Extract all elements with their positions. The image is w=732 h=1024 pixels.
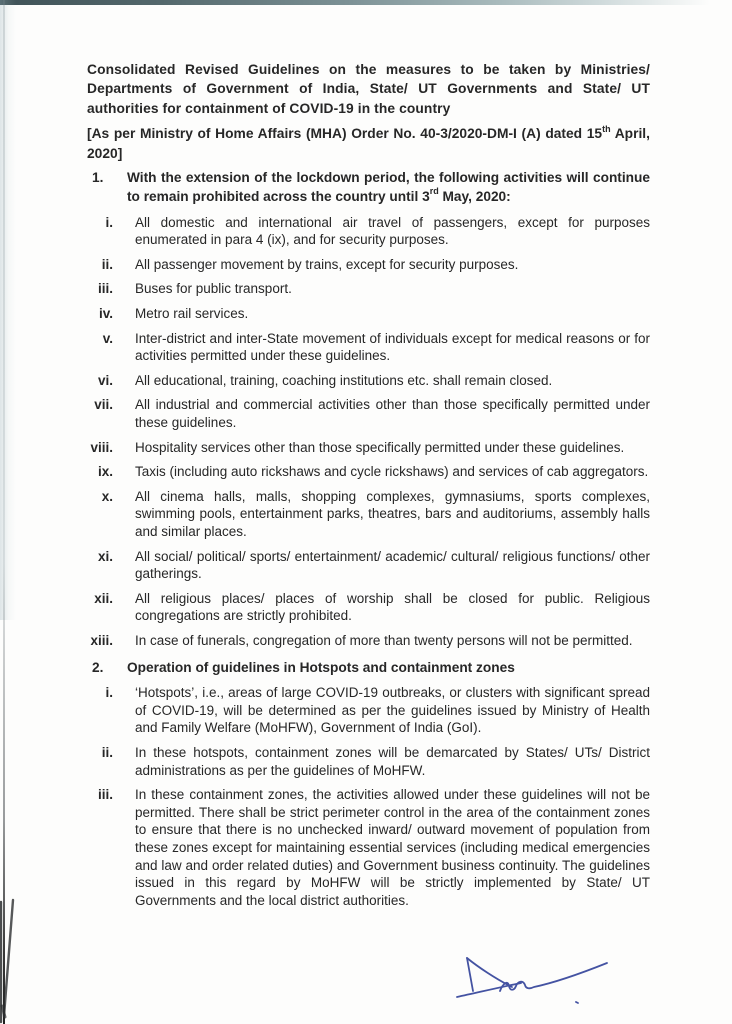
list-item-number: vii. — [94, 397, 113, 413]
section-2 — [70, 659, 650, 910]
order-reference-superscript: th — [602, 123, 611, 134]
list-item-text: All religious places/ places of worship shall be closed for public. Religious congregations are strictly prohibited. — [135, 590, 650, 624]
list-item-text: Metro rail services. — [135, 306, 249, 321]
list-item-number: iii. — [97, 281, 113, 297]
list-item-number: ii. — [101, 745, 113, 761]
section-number: 1. — [92, 170, 104, 186]
list-item — [70, 280, 650, 298]
list-item — [70, 330, 650, 365]
section-2-heading — [70, 659, 650, 678]
list-item-number: xi. — [97, 548, 113, 564]
list-item-number: i. — [105, 685, 113, 701]
heading-superscript: rd — [429, 186, 439, 197]
list-item — [70, 488, 650, 541]
list-item-number: v. — [102, 330, 113, 346]
section-heading-text — [127, 169, 650, 207]
list-item-text: In case of funerals, congregation of more than twenty persons will not be permitted. — [135, 632, 633, 648]
section-number: 2. — [92, 659, 104, 675]
list-item-number: ii. — [101, 256, 113, 272]
section-1-heading — [70, 169, 650, 207]
list-item — [70, 548, 650, 583]
list-item-text: In these hotspots, containment zones will be demarcated by States/ UTs/ District administrations as per the guidelines of MoHFW. — [135, 745, 650, 778]
list-item — [70, 786, 650, 909]
list-item — [70, 684, 650, 737]
heading-text-end: May, 2020: — [438, 188, 511, 204]
section-heading-text: Operation of guidelines in Hotspots and containment zones — [127, 659, 515, 675]
list-item-text: All domestic and international air travel of passengers, except for purposes enumerated in para 4 (ix), and for security purposes. — [135, 214, 650, 248]
list-item-text: All educational, training, coaching institutions etc. shall remain closed. — [135, 372, 553, 388]
list-item-text: All industrial and commercial activities other than those specifically permitted under these guidelines. — [135, 397, 650, 430]
order-reference-text-end: April, 2020] — [87, 126, 650, 161]
list-item-text: Hospitality services other than those specifically permitted under these guidelines. — [135, 439, 625, 455]
list-item-number: viii. — [90, 439, 113, 455]
list-item — [70, 632, 650, 650]
list-item-text: In these containment zones, the activities allowed under these guidelines will not be permitted. There shall be strict perimeter control in the area of the containment zones to ensure that there is no unchecked inward/ outward movement of population from these zones except for maintaining essential services (including medical emergencies and law and order related duties) and Government business continuity. The guidelines issued in this regard by MoHFW will be strictly implemented by State/ UT Governments and the local district authorities. — [135, 787, 650, 908]
list-item-text: Buses for public transport. — [135, 281, 292, 297]
list-item-text: All passenger movement by trains, except for security purposes. — [135, 256, 519, 272]
list-item-number: xiii. — [90, 632, 113, 648]
list-item-number: iii. — [97, 787, 113, 803]
order-reference — [87, 124, 650, 163]
section-1 — [70, 169, 650, 649]
signature-ink — [457, 958, 607, 1003]
list-item — [70, 590, 650, 625]
list-item — [70, 305, 650, 323]
document-content — [70, 60, 650, 909]
list-item — [70, 463, 650, 481]
order-reference-text: [As per Ministry of Home Affairs (MHA) Order No. 40-3/2020-DM-I (A) dated 15 — [87, 126, 603, 142]
list-item — [70, 396, 650, 431]
list-item — [70, 439, 650, 457]
list-item-number: xii. — [94, 590, 113, 606]
list-item — [70, 372, 650, 390]
list-item-number: i. — [105, 214, 113, 230]
list-item-number: iv. — [98, 306, 113, 321]
list-item-number: ix. — [97, 464, 113, 480]
list-item — [70, 256, 650, 274]
heading-text: With the extension of the lockdown period, the following activities will continue to remain prohibited across the country until 3 — [127, 170, 650, 204]
list-item-text: Inter-district and inter-State movement of individuals except for medical reasons or for activities permitted under these guidelines. — [135, 330, 650, 364]
scan-edge-top — [0, 0, 732, 5]
list-item — [70, 214, 650, 249]
list-item-text: All cinema halls, malls, shopping complexes, gymnasiums, sports complexes, swimming pools, entertainment parks, theatres, bars and auditoriums, assembly halls and similar places. — [135, 488, 650, 539]
list-item-text: All social/ political/ sports/ entertainment/ academic/ cultural/ religious functions/ other gatherings. — [135, 548, 650, 582]
document-title: Consolidated Revised Guidelines on the measures to be taken by Ministries/ Departments of Government of India, State/ UT Governments and State/ UT authorities for containment of COVID-19 in the country — [87, 62, 650, 116]
scan-edge-left-line — [3, 0, 5, 1024]
list-item-number: x. — [101, 488, 113, 504]
list-item — [70, 744, 650, 779]
list-item-text: Taxis (including auto rickshaws and cycle rickshaws) and services of cab aggregators. — [135, 464, 649, 480]
list-item-number: vi. — [97, 372, 113, 388]
list-item-text: ‘Hotspots’, i.e., areas of large COVID-19 outbreaks, or clusters with significant spread of COVID-19, will be determined as per the guidelines issued by Ministry of Health and Family Welfare (MoHFW), Government of India (GoI). — [135, 685, 650, 736]
